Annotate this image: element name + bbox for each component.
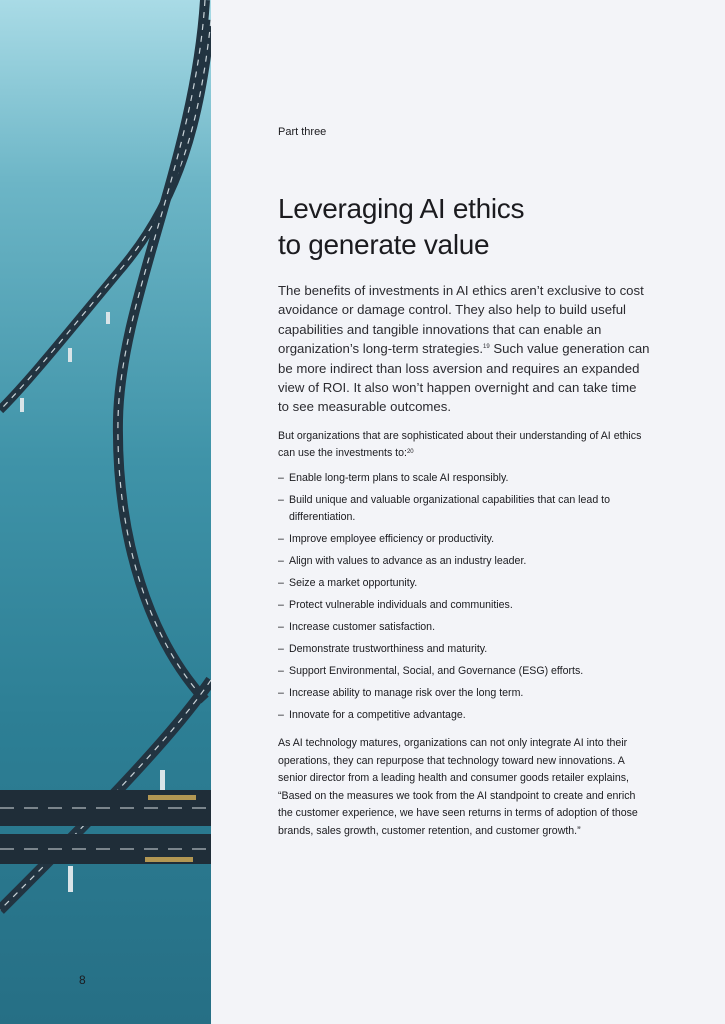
list-item: – Protect vulnerable individuals and communities. (278, 597, 650, 614)
list-item: – Align with values to advance as an industry leader. (278, 553, 650, 570)
page-title (278, 191, 658, 263)
lead-text-continued: Such value generation can be more indirect than loss aversion and requires an expanded view of ROI. It also won’t happen overnight and can take time to see measurable outcomes. (278, 341, 650, 415)
list-item: – Improve employee efficiency or productivity. (278, 531, 650, 548)
title-line-1: Leveraging AI ethics (278, 193, 525, 224)
list-item: – Seize a market opportunity. (278, 575, 650, 592)
intro-text: But organizations that are sophisticated about their understanding of AI ethics can use the investments to: (278, 430, 642, 459)
intro-paragraph (278, 428, 650, 462)
page-number: 8 (79, 973, 86, 987)
list-item: – Build unique and valuable organizational capabilities that can lead to differentiation. (278, 492, 650, 526)
list-item: – Increase ability to manage risk over the long term. (278, 685, 650, 702)
lead-paragraph (278, 281, 650, 417)
section-label: Part three (278, 126, 327, 138)
list-item: – Innovate for a competitive advantage. (278, 707, 650, 724)
list-item: – Demonstrate trustworthiness and maturity. (278, 641, 650, 658)
footnote-ref: 20 (406, 449, 414, 455)
benefits-list (278, 470, 650, 729)
lead-text: The benefits of investments in AI ethics aren’t exclusive to cost avoidance or damage control. They also help to build useful capabilities and tangible innovations that can enable an organization’s long-term strategies. (278, 283, 644, 357)
title-line-2: to generate value (278, 229, 490, 260)
aerial-highway-photo (0, 0, 211, 1024)
highway-illustration (0, 0, 211, 1024)
list-item: – Enable long-term plans to scale AI responsibly. (278, 470, 650, 487)
footnote-ref: 19 (483, 344, 490, 351)
list-item: – Support Environmental, Social, and Governance (ESG) efforts. (278, 663, 650, 680)
list-item: – Increase customer satisfaction. (278, 619, 650, 636)
closing-paragraph: As AI technology matures, organizations can not only integrate AI into their operations, they can repurpose that technology toward new innovations. A senior director from a leading health and consumer goods retailer explains, “Based on the measures we took from the AI standpoint to create and enrich the customer experience, we have seen returns in terms of adoption of those brands, sales growth, customer retention, and customer growth.” (278, 737, 638, 837)
